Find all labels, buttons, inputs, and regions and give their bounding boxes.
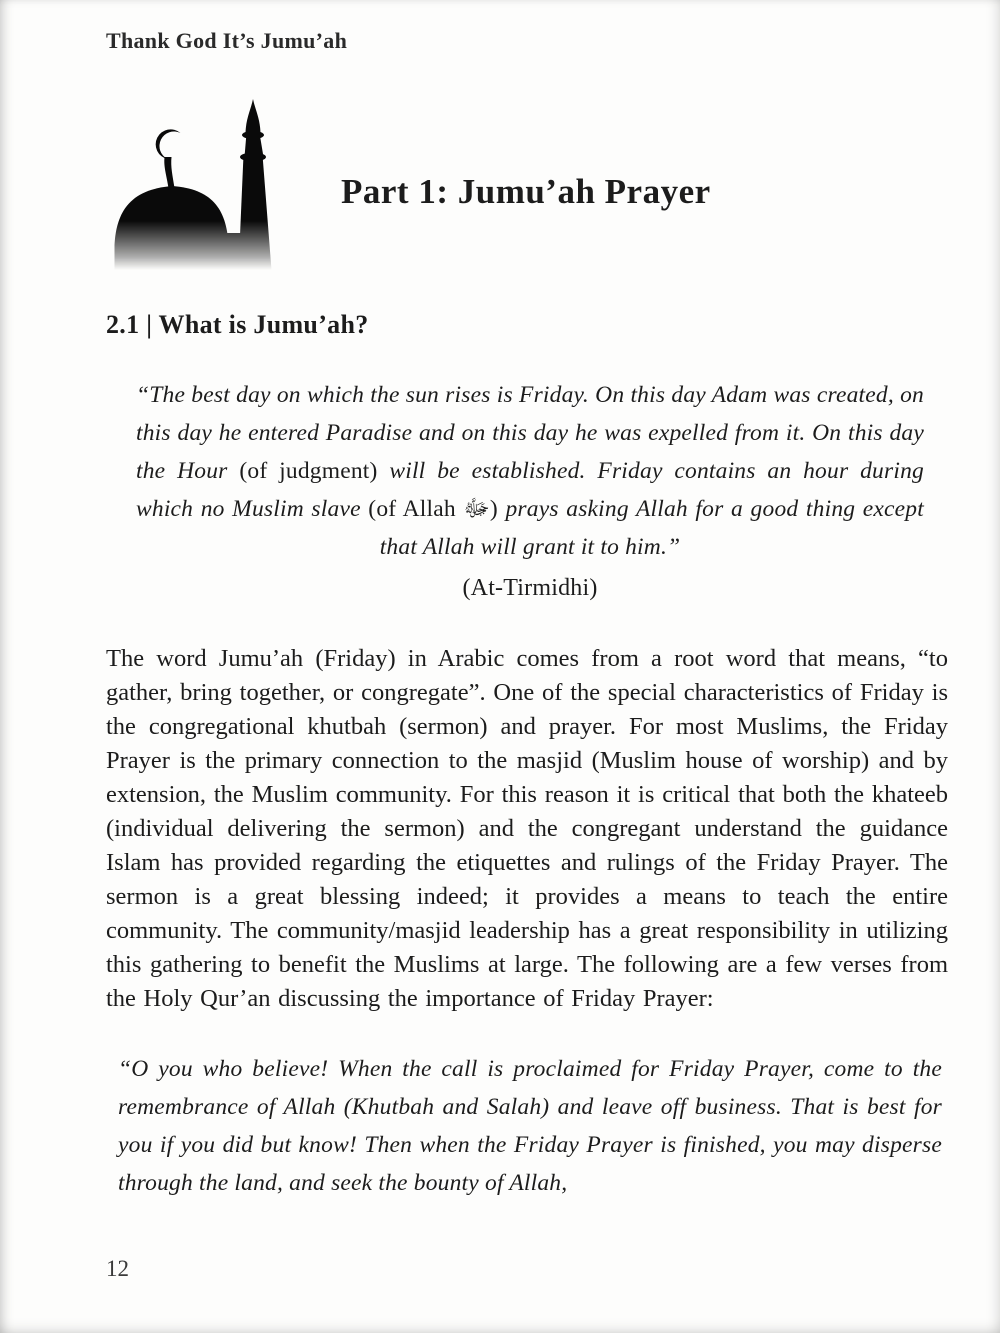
page-number: 12 [106, 1256, 129, 1281]
hadith-quote-italic-1: “The best day on which the sun rises is Friday. On this day Adam was created, on this day he entered Paradise and on this day he was expelled from it. On this day the Hour [136, 382, 924, 484]
mosque-icon [108, 95, 283, 270]
body-paragraph: The word Jumu’ah (Friday) in Arabic comes from a root word that means, “to gather, bring together, or congregate”. One of the special characteristics of Friday is the congregational khutbah (sermon) and prayer. For most Muslims, the Friday Prayer is the primary connection to the masjid (Muslim house of worship) and by extension, the Muslim community. For this reason it is critical that both the khateeb (individual delivering the sermon) and the congregant understand the guidance Islam has provided regarding the etiquettes and rulings of the Friday Prayer. The sermon is a great blessing indeed; it provides a means to teach the entire community. The community/masjid leadership has a great responsibility in utilizing this gathering to benefit the Muslims at large. The following are a few verses from the Holy Qur’an discussing the importance of Friday Prayer: [106, 645, 948, 1012]
hadith-quote-roman-1: (of judgment) [239, 458, 378, 484]
hadith-quote [136, 376, 924, 608]
hadith-quote-roman-2: (of Allah ﷻ) [368, 496, 498, 522]
part-title: Part 1: Jumu’ah Prayer [341, 172, 711, 211]
chapter-title-row [106, 92, 948, 270]
hadith-quote-italic-2: will be established. Friday contains an hour during which no Muslim slave [136, 458, 924, 522]
quran-quote: “O you who believe! When the call is proclaimed for Friday Prayer, come to the remembrance of Allah (Khutbah and Salah) and leave off business. That is best for you if you did but know! Then when the Friday Prayer is finished, you may disperse through the land, and seek the bounty of Allah, [118, 1056, 942, 1196]
section-heading: 2.1 | What is Jumu’ah? [106, 310, 369, 339]
running-header: Thank God It’s Jumu’ah [106, 28, 348, 53]
hadith-quote-italic-3: prays asking Allah for a good thing except that Allah will grant it to him.” [379, 496, 924, 560]
hadith-attribution: (At-Tirmidhi) [462, 575, 598, 601]
